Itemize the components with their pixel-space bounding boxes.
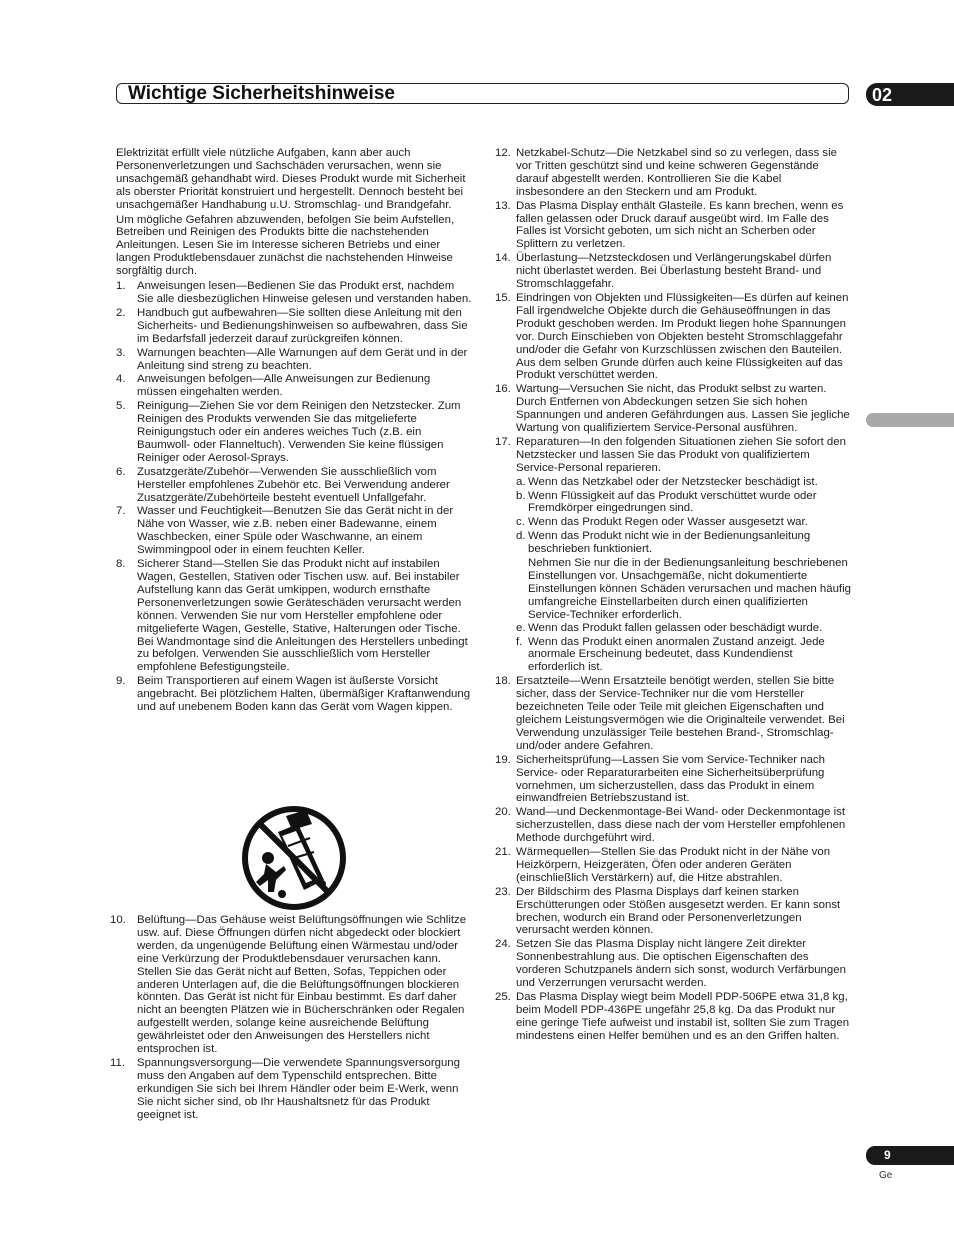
sub-list-item: f. Wenn das Produkt einen anormalen Zustand anzeigt. Jede anormale Erscheinung bedeutet, dass Kundendienst erforderlich ist. (516, 635, 825, 674)
list-item: 1. Anweisungen lesen—Bedienen Sie das Produkt erst, nachdem Sie alle diesbezüglichen Hinweise gelesen und verstanden haben. (116, 280, 472, 305)
list-item: 4. Anweisungen befolgen—Alle Anweisungen zur Bedienung müssen eingehalten werden. (116, 373, 431, 399)
right-column (495, 147, 851, 1044)
list-item: 18. Ersatzteile—Wenn Ersatzteile benötigt werden, stellen Sie bitte sicher, dass der Service-Techniker nur die vom Hersteller bezeichneten Teile oder Teile mit gleichen Eigenschaften und gleichem Leistungsvermögen wie die Originalteile verwendet. Bei Verwendung unzulässiger Teile bestehen Brand-, Stromschlag- und/oder andere Gefahren. (495, 675, 845, 752)
page-title: Wichtige Sicherheitshinweise (128, 83, 395, 104)
list-item: 5. Reinigung—Ziehen Sie vor dem Reinigen den Netzstecker. Zum Reinigen des Produkts verwenden Sie das mitgelieferte Reinigungstuch oder ein anderes weiches Tuch (z.B. ein Baumwoll- oder Flanneltuch). Verwenden Sie keine flüssigen Reiniger oder Aerosol-Sprays. (116, 400, 461, 464)
sub-list-note: Nehmen Sie nur die in der Bedienungsanleitung beschriebenen Einstellungen vor. Unsachgemäße, nicht dokumentierte Einstellungen können Schäden verursachen und machen häufig umfangreiche Einstellarbeiten durch einen qualifizierten Service-Techniker erforderlich. (528, 557, 851, 621)
page-number: 9 (884, 1148, 891, 1162)
sub-list-item: c. Wenn das Produkt Regen oder Wasser ausgesetzt war. (516, 516, 808, 529)
left-column-lower (110, 914, 472, 1123)
page-number-tab (866, 1146, 954, 1165)
list-item: 21. Wärmequellen—Stellen Sie das Produkt nicht in der Nähe von Heizkörpern, Heizgeräten, Öfen oder anderen Geräten (einschließlich Verstärkern) auf, die Hitze abstrahlen. (495, 846, 831, 884)
intro-paragraph-1: Elektrizität erfüllt viele nützliche Aufgaben, kann aber auch Personenverletzungen und Sachschäden verursachen, wenn sie unsachgemäß gehandhabt wird. Dieses Produkt wurde mit Sicherheit als oberster Priorität konstruiert und hergestellt. Dennoch besteht bei unsachgemäßer Handhabung u.U. Stromschlag- und Brandgefahr. (116, 147, 466, 211)
list-item: 23. Der Bildschirm des Plasma Displays darf keinen starken Erschütterungen oder Stößen ausgesetzt werden. Er kann sonst brechen, wodurch ein Brand oder Personenverletzungen verursacht werden können. (495, 885, 841, 937)
chapter-number: 02 (872, 85, 893, 105)
list-item: 24. Setzen Sie das Plasma Display nicht längere Zeit direkter Sonnenbestrahlung aus. Die optischen Eigenschaften des vorderen Schutzpanels ändern sich sonst, wodurch Verfärbungen und Verzerrungen verursacht werden. (495, 938, 846, 990)
intro-paragraph-2: Um mögliche Gefahren abzuwenden, befolgen Sie beim Aufstellen, Betreiben und Reinigen des Produkts bitte die nachstehenden Anleitungen. Lesen Sie im Interesse sicheren Betriebs und einer langen Produktlebensdauer zunächst die nachstehenden Hinweise sorgfältig durch. (116, 213, 455, 278)
cart-tip-over-warning-icon (238, 806, 350, 911)
list-item: 13. Das Plasma Display enthält Glasteile. Es kann brechen, wenn es fallen gelassen oder Druck darauf ausgeübt wird. Im Falle des Falles ist Vorsicht geboten, um sich nicht an Scherben oder Splittern zu verletzen. (495, 199, 844, 251)
sub-list-item: e. Wenn das Produkt fallen gelassen oder beschädigt wurde. (516, 621, 823, 634)
list-item: 7. Wasser und Feuchtigkeit—Benutzen Sie das Gerät nicht in der Nähe von Wasser, wie z.B. neben einer Badewanne, einem Waschbecken, einer Spüle oder Waschwanne, an einem Swimmingpool oder in einem feuchten Keller. (116, 505, 454, 557)
list-item: 17. Reparaturen—In den folgenden Situationen ziehen Sie sofort den Netzstecker und lassen Sie das Produkt von qualifiziertem Service-Personal reparieren. (495, 435, 846, 474)
list-item: 12. Netzkabel-Schutz—Die Netzkabel sind so zu verlegen, dass sie vor Tritten geschützt sind und keine schweren Gegenstände darauf abgestellt werden. Kontrollieren Sie die Kabel insbesondere an den Steckern und am Produkt. (495, 147, 837, 198)
list-item: 11. Spannungsversorgung—Die verwendete Spannungsversorgung muss den Angaben auf dem Typenschild entsprechen. Bitte erkundigen Sie sich bei Ihrem Händler oder beim E-Werk, wenn Sie nicht sicher sind, ob Ihr Haushaltsnetz für das Produkt geeignet ist. (110, 1056, 460, 1121)
list-item: 19. Sicherheitsprüfung—Lassen Sie vom Service-Techniker nach Service- oder Reparaturarbeiten eine Sicherheitsüberprüfung vornehmen, um sicherzustellen, dass das Produkt in einem einwandfreien Betriebszustand ist. (495, 753, 825, 805)
list-item: 15. Eindringen von Objekten und Flüssigkeiten—Es dürfen auf keinen Fall irgendwelche Objekte durch die Gehäuseöffnungen in das Produkt geschoben werden. Im Produkt liegen hohe Spannungen vor. Durch Einschieben von Objekten besteht Stromschlaggefahr und/oder die Gefahr von Kurzschlüssen zwischen den Bauteilen. Aus dem selben Grunde dürfen auch keine Flüssigkeiten auf das Produkt verschüttet werden. (495, 291, 849, 382)
sub-list-item: d. Wenn das Produkt nicht wie in der Bedienungsanleitung beschrieben funktioniert. (516, 530, 811, 556)
list-item: 16. Wartung—Versuchen Sie nicht, das Produkt selbst zu warten. Durch Entfernen von Abdeckungen setzen Sie sich hohen Spannungen und anderen Gefährdungen aus. Lassen Sie jegliche Wartung von qualifiziertem Service-Personal ausführen. (495, 383, 850, 435)
list-item: 6. Zusatzgeräte/Zubehör—Verwenden Sie ausschließlich vom Hersteller empfohlenes Zubehör etc. Bei Verwendung anderer Zusatzgeräte/Zubehörteile besteht eventuell Unfallgefahr. (116, 465, 450, 504)
list-item: 25. Das Plasma Display wiegt beim Modell PDP-506PE etwa 31,8 kg, beim Modell PDP-436PE ungefähr 25,8 kg. Da das Produkt nur eine geringe Tiefe aufweist und instabil ist, sollten Sie zum Tragen mindestens einen Helfer bemühen und es an den Griffen halten. (495, 991, 850, 1042)
list-item: 2. Handbuch gut aufbewahren—Sie sollten diese Anleitung mit den Sicherheits- und Bedienungshinweisen so aufbewahren, dass Sie im Bedarfsfall jederzeit darauf zurückgreifen können. (116, 306, 468, 345)
list-item: 9. Beim Transportieren auf einem Wagen ist äußerste Vorsicht angebracht. Bei plötzlichem Halten, übermäßiger Kraftanwendung und auf unebenem Boden kann das Gerät vom Wagen kippen. (116, 675, 471, 714)
list-item: 14. Überlastung—Netzsteckdosen und Verlängerungskabel dürfen nicht überlastet werden. Bei Überlastung besteht Brand- und Stromschlaggefahr. (495, 252, 832, 291)
language-code: Ge (879, 1170, 893, 1181)
side-tab (866, 413, 954, 427)
list-item: 20. Wand—und Deckenmontage-Bei Wand- oder Deckenmontage ist sicherzustellen, dass diese nach der vom Hersteller empfohlenen Methode durchgeführt wird. (495, 806, 846, 845)
left-column (116, 147, 472, 715)
sub-list-item: a. Wenn das Netzkabel oder der Netzstecker beschädigt ist. (516, 475, 818, 488)
sub-list-item: b. Wenn Flüssigkeit auf das Produkt verschüttet wurde oder Fremdkörper eingedrungen sind. (516, 489, 817, 515)
list-item: 10. Belüftung—Das Gehäuse weist Belüftungsöffnungen wie Schlitze usw. auf. Diese Öffnungen dürfen nicht abgedeckt oder blockiert werden, da ungenügende Belüftung einen Wärmestau und/oder eine Verkürzung der Produktlebensdauer verursachen kann. Stellen Sie das Gerät nicht auf Betten, Sofas, Teppichen oder anderen Unterlagen auf, die die Belüftungsöffnungen blockieren könnten. Das Gerät ist nicht für Einbau bestimmt. Es darf daher nicht an beengten Plätzen wie in Bücherschränken oder Regalen aufgestellt werden, solange keine ausreichende Belüftung gewährleistet oder den Anweisungen des Herstellers nicht entsprochen ist. (110, 914, 467, 1056)
list-item: 8. Sicherer Stand—Stellen Sie das Produkt nicht auf instabilen Wagen, Gestellen, Stativen oder Tischen usw. auf. Bei instabiler Aufstellung kann das Gerät umkippen, wodurch ernsthafte Personenverletzungen sowie Geräteschäden verursacht werden können. Verwenden Sie nur vom Hersteller empfohlene oder mitgelieferte Wagen, Gestelle, Stative, Halterungen oder Tische. Bei Wandmontage sind die Anleitungen des Herstellers unbedingt zu befolgen. Verwenden Sie ausschließlich vom Hersteller empfohlene Befestigungsteile. (116, 558, 468, 674)
list-item: 3. Warnungen beachten—Alle Warnungen auf dem Gerät und in der Anleitung sind streng zu beachten. (116, 346, 468, 372)
